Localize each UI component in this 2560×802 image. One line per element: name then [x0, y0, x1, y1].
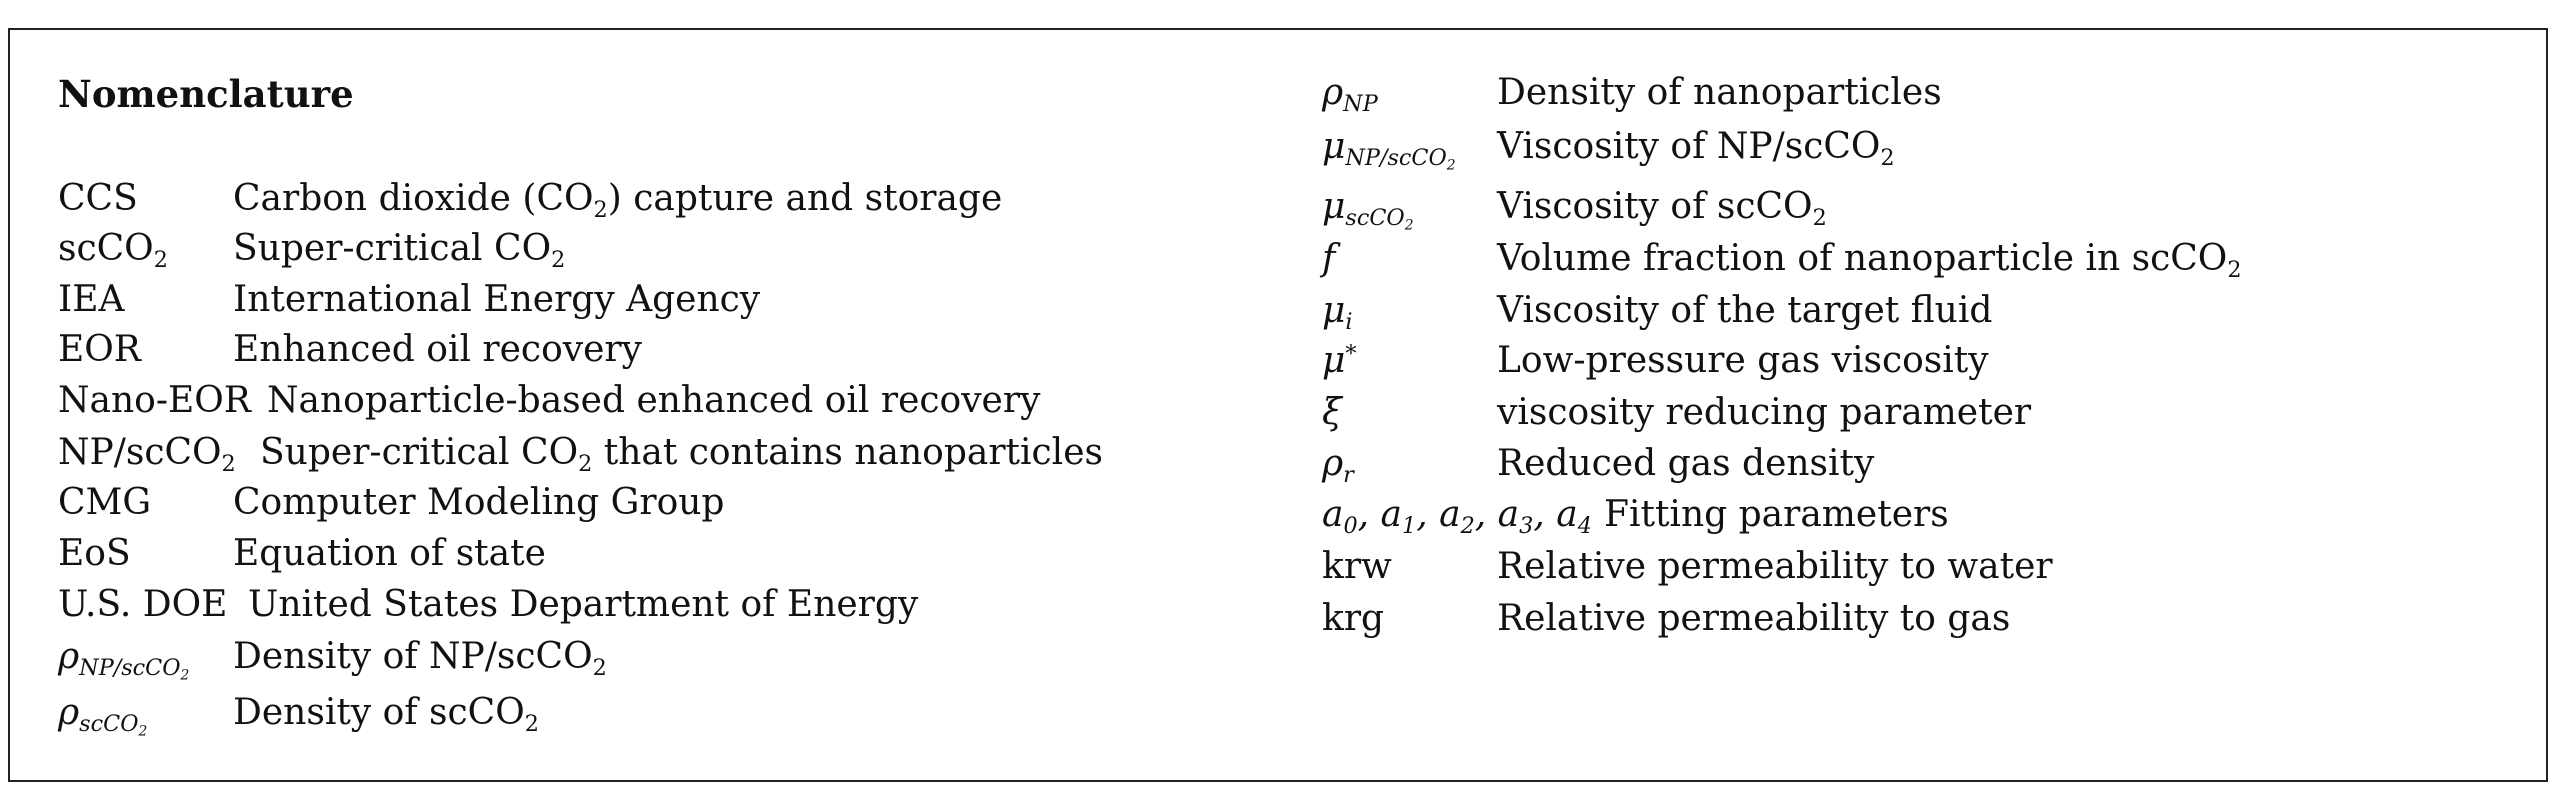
nomenclature-definition: Low-pressure gas viscosity — [1497, 340, 1989, 381]
nomenclature-definition: Super-critical $CO_2$ that contains nanoparticles — [260, 432, 1103, 478]
nomenclature-symbol: CCS — [58, 178, 138, 219]
nomenclature-symbol: $\mu_{NP/scCO_2}$ — [1322, 126, 1456, 174]
nomenclature-symbol: $\mu_{scCO_2}$ — [1322, 186, 1414, 234]
nomenclature-row-right-0 — [0, 70, 2560, 116]
nomenclature-symbol: CMG — [58, 482, 152, 523]
nomenclature-symbol: Nano-EOR — [58, 380, 251, 421]
nomenclature-symbol: krg — [1322, 598, 1385, 639]
nomenclature-definition: Viscosity of NP/scCO$_2$ — [1497, 126, 1895, 172]
nomenclature-symbol: f — [1322, 238, 1336, 279]
nomenclature-symbol: IEA — [58, 279, 125, 320]
nomenclature-symbol: scCO$_2$ — [58, 228, 168, 274]
nomenclature-row-right-10 — [0, 596, 2560, 642]
nomenclature-row-right-4 — [0, 288, 2560, 334]
nomenclature-symbol: NP/scCO$_2$ — [58, 432, 236, 478]
nomenclature-definition: International Energy Agency — [233, 279, 761, 320]
nomenclature-definition: Volume fraction of nanoparticle in scCO$_2$ — [1497, 238, 2242, 284]
nomenclature-symbol: EoS — [58, 533, 131, 574]
nomenclature-row-right-9 — [0, 544, 2560, 590]
nomenclature-title: Nomenclature — [58, 72, 354, 116]
nomenclature-row-right-6 — [0, 390, 2560, 436]
nomenclature-symbol: μ* — [1322, 340, 1357, 381]
nomenclature-row-right-8 — [0, 492, 2560, 538]
nomenclature-symbol: ξ — [1322, 392, 1342, 433]
nomenclature-symbol: $\rho_r$ — [1322, 443, 1354, 489]
nomenclature-definition: Super-critical $CO_2$ — [233, 228, 566, 274]
nomenclature-definition: Equation of state — [233, 533, 546, 574]
nomenclature-row-right-1 — [0, 124, 2560, 174]
nomenclature-row-right-2 — [0, 184, 2560, 234]
nomenclature-definition: Reduced gas density — [1497, 443, 1875, 484]
nomenclature-symbol: $a_0$, $a_1$, $a_2$, $a_3$, $a_4$ — [1322, 494, 1592, 540]
nomenclature-row-right-5 — [0, 338, 2560, 384]
nomenclature-row-left-10 — [0, 690, 2560, 740]
nomenclature-symbol: $\rho_{NP/scCO_2}$ — [58, 636, 190, 684]
nomenclature-definition: United States Department of Energy — [248, 584, 919, 625]
nomenclature-row-right-7 — [0, 441, 2560, 487]
nomenclature-definition: Viscosity of the target fluid — [1497, 290, 1993, 331]
nomenclature-symbol: $\rho_{NP}$ — [1322, 72, 1378, 118]
nomenclature-definition: Density of NP/scCO$_2$ — [233, 636, 607, 682]
nomenclature-definition: Relative permeability to water — [1497, 546, 2053, 587]
nomenclature-definition: Viscosity of scCO$_2$ — [1497, 186, 1827, 232]
nomenclature-definition: Relative permeability to gas — [1497, 598, 2011, 639]
nomenclature-definition: Nanoparticle-based enhanced oil recovery — [267, 380, 1041, 421]
nomenclature-definition: Carbon dioxide $(CO_2)$ capture and storage — [233, 178, 1003, 224]
nomenclature-symbol: krw — [1322, 546, 1392, 587]
nomenclature-symbol: U.S. DOE — [58, 584, 228, 625]
nomenclature-definition: Computer Modeling Group — [233, 482, 725, 523]
nomenclature-row-right-3 — [0, 236, 2560, 282]
nomenclature-symbol: $\rho_{scCO_2}$ — [58, 692, 148, 740]
nomenclature-symbol: EOR — [58, 329, 141, 370]
nomenclature-symbol: $\mu_i$ — [1322, 290, 1353, 336]
nomenclature-definition: Density of scCO$_2$ — [233, 692, 539, 738]
nomenclature-definition: Enhanced oil recovery — [233, 329, 642, 370]
nomenclature-definition: viscosity reducing parameter — [1497, 392, 2032, 433]
nomenclature-definition: Fitting parameters — [1604, 494, 1949, 535]
nomenclature-definition: Density of nanoparticles — [1497, 72, 1942, 113]
